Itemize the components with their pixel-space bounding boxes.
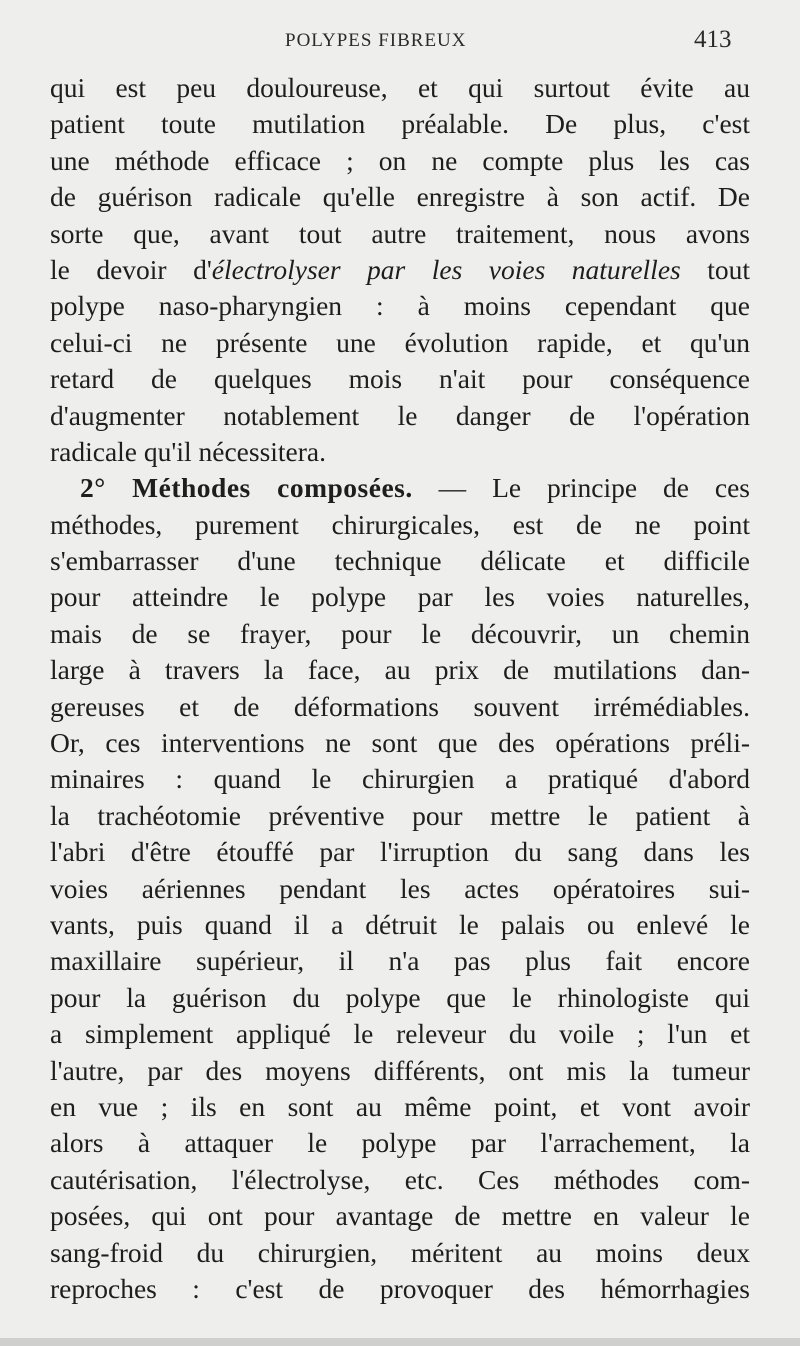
text-line: l'abri d'être étouffé par l'irruption du sang dans les [50, 836, 750, 868]
text-line: la trachéotomie préventive pour mettre le patient à [50, 799, 750, 831]
text-line: pour la guérison du polype que le rhinologiste qui [50, 981, 750, 1013]
text-line: s'embarrasser d'une technique délicate et difficile [50, 545, 750, 577]
text-line: mais de se frayer, pour le découvrir, un chemin [50, 617, 750, 649]
running-title: POLYPES FIBREUX [285, 30, 467, 51]
text-line: en vue ; ils en sont au même point, et vont avoir [50, 1090, 750, 1122]
text-line: posées, qui ont pour avantage de mettre en valeur le [50, 1200, 750, 1232]
text-line: voies aériennes pendant les actes opératoires sui- [50, 872, 750, 904]
text-line: qui est peu douloureuse, et qui surtout évite au [50, 72, 750, 103]
text-line: méthodes, purement chirurgicales, est de ne point [50, 508, 750, 540]
text-line: a simplement appliqué le releveur du voile ; l'un et [50, 1018, 750, 1050]
text-line: alors à attaquer le polype par l'arrachement, la [50, 1127, 750, 1159]
page-number: 413 [694, 26, 732, 53]
text-line: une méthode efficace ; on ne compte plus les cas [50, 144, 750, 176]
text-line: minaires : quand le chirurgien a pratiqué d'abord [50, 763, 750, 795]
text-line: de guérison radicale qu'elle enregistre à son actif. De [50, 181, 750, 213]
text-line: pour atteindre le polype par les voies naturelles, [50, 581, 750, 613]
text-line: large à travers la face, au prix de mutilations dan- [50, 654, 750, 686]
text-line: maxillaire supérieur, il n'a pas plus fait encore [50, 945, 750, 977]
text-line: d'augmenter notablement le danger de l'opération [50, 399, 750, 431]
text-line: sang-froid du chirurgien, méritent au moins deux [50, 1236, 750, 1268]
text-line: vants, puis quand il a détruit le palais ou enlevé le [50, 908, 750, 940]
text-line: radicale qu'il nécessitera. [50, 435, 326, 467]
text-line: patient toute mutilation préalable. De plus, c'est [50, 108, 750, 140]
text-line: retard de quelques mois n'ait pour conséquence [50, 363, 750, 395]
section-heading-line [50, 470, 750, 506]
text-line: sorte que, avant tout autre traitement, nous avons [50, 217, 750, 249]
text-line: polype naso-pharyngien : à moins cependant que [50, 290, 750, 322]
running-head [0, 26, 800, 56]
italic-emphasis: électrolyser par les voies naturelles [211, 253, 681, 285]
text-line: celui-ci ne présente une évolution rapide, et qu'un [50, 326, 750, 358]
text-line-with-emphasis [50, 252, 750, 288]
text-fragment: le devoir d' [50, 253, 212, 285]
text-line: Or, ces interventions ne sont que des opérations préli- [50, 727, 750, 759]
text-line: gereuses et de déformations souvent irrémédiables. [50, 690, 750, 722]
text-fragment: — Le principe de ces [412, 472, 750, 504]
text-line: l'autre, par des moyens différents, ont mis la tumeur [50, 1054, 750, 1086]
text-line: reproches : c'est de provoquer des hémorrhagies [50, 1272, 750, 1304]
section-heading: 2° Méthodes composées. [80, 472, 413, 504]
text-fragment: tout [680, 253, 750, 285]
body-text [50, 70, 750, 1307]
text-line: cautérisation, l'électrolyse, etc. Ces méthodes com- [50, 1163, 750, 1195]
